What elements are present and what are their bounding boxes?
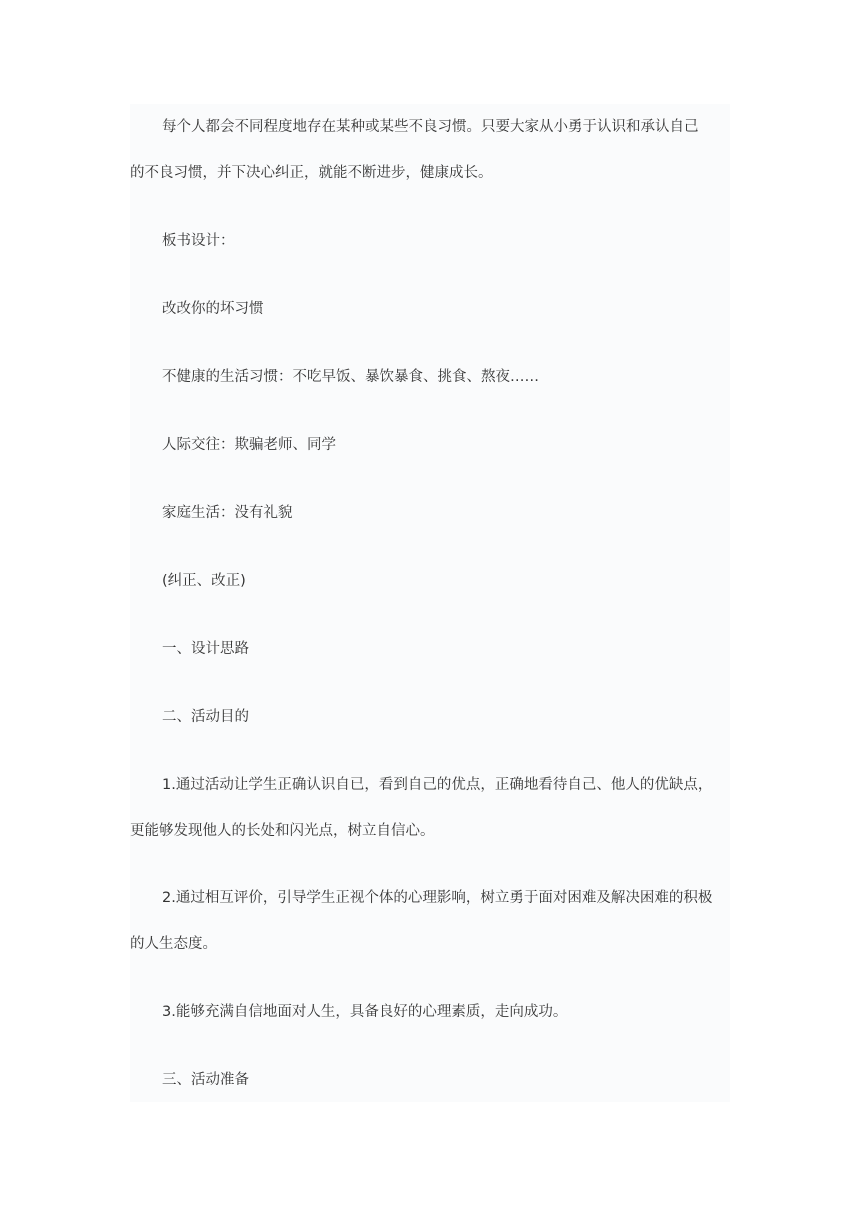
paragraph: 板书设计： <box>162 233 235 249</box>
section-heading: 二、活动目的 <box>162 709 249 725</box>
paragraph: 人际交往：欺骗老师、同学 <box>162 437 336 453</box>
paragraph-line: 的人生态度。 <box>130 936 217 952</box>
paragraph-title: 改改你的坏习惯 <box>162 301 264 317</box>
paragraph-line: 更能够发现他人的长处和闪光点，树立自信心。 <box>130 823 435 839</box>
paragraph-line: 2.通过相互评价，引导学生正视个体的心理影响，树立勇于面对困难及解决困难的积极 <box>162 890 713 906</box>
paragraph-line: 每个人都会不同程度地存在某种或某些不良习惯。只要大家从小勇于认识和承认自己 <box>162 119 699 135</box>
paragraph: 3.能够充满自信地面对人生，具备良好的心理素质，走向成功。 <box>162 1004 568 1020</box>
paragraph-line: 1.通过活动让学生正确认识自已，看到自己的优点，正确地看待自己、他人的优缺点， <box>162 777 713 793</box>
section-heading: 三、活动准备 <box>162 1072 249 1088</box>
paragraph: (纠正、改正) <box>162 573 246 589</box>
section-heading: 一、设计思路 <box>162 641 249 657</box>
paragraph: 家庭生活：没有礼貌 <box>162 505 293 521</box>
paragraph-line: 的不良习惯，并下决心纠正，就能不断进步，健康成长。 <box>130 165 493 181</box>
paragraph: 不健康的生活习惯：不吃早饭、暴饮暴食、挑食、熬夜…… <box>162 369 539 385</box>
